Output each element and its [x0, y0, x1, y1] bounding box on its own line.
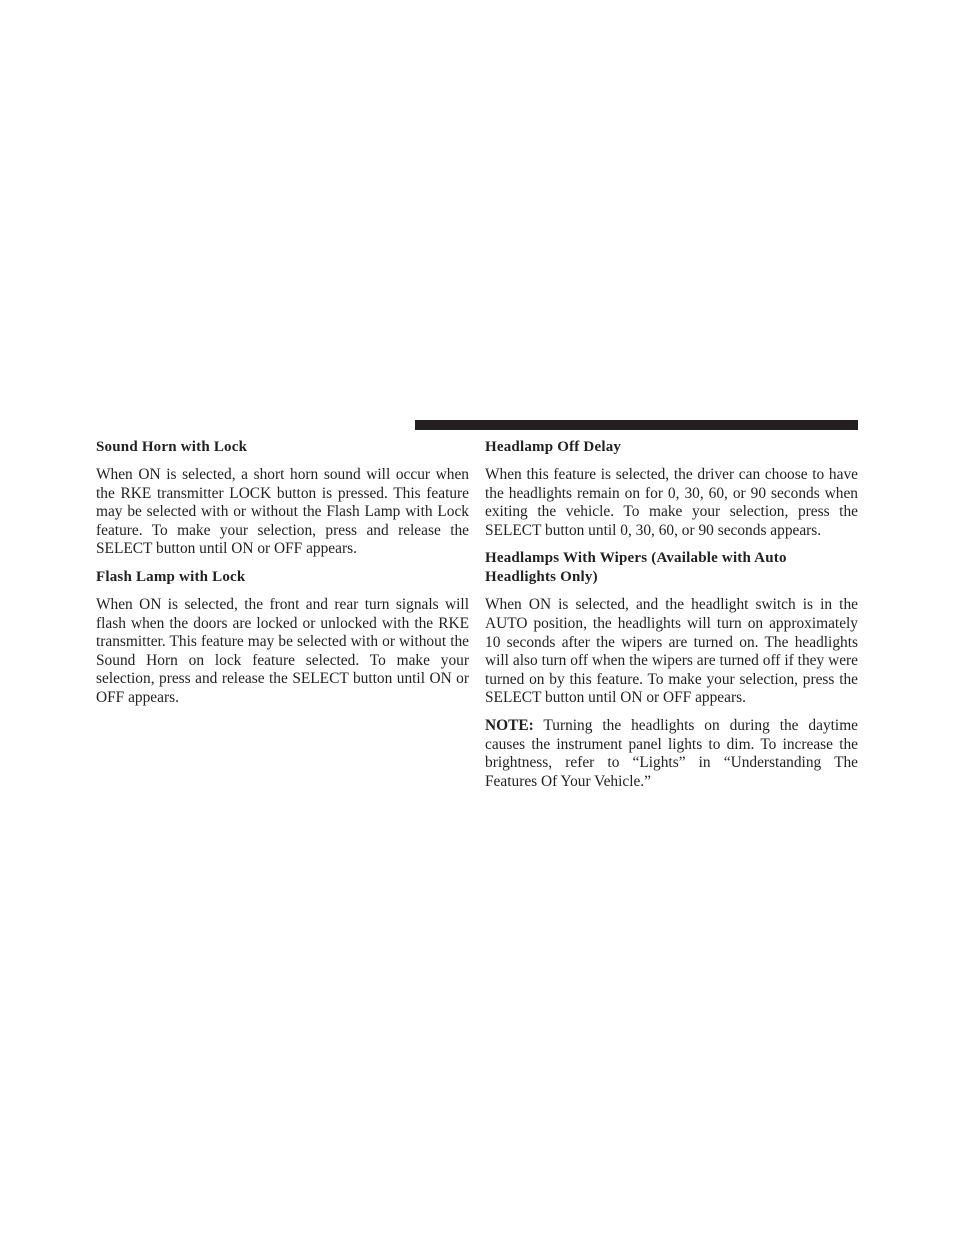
section-heading-headlamps-wipers: Headlamps With Wipers (Available with Auto Headlights Only) — [485, 550, 787, 586]
section-body-headlamps-wipers: When ON is selected, and the headlight switch is in the AUTO position, the headlights will turn on approximately 10 seconds after the wipers are turned on. The headlights will also turn off when the wipers are turned off if they were turned on by this feature. To make your selection, press the SELECT button until ON or OFF appears. — [485, 596, 858, 707]
section-body-flash-lamp: When ON is selected, the front and rear turn signals will flash when the doors are locked or unlocked with the RKE transmitter. This feature may be selected with or without the Sound Horn on lock feature selected. To make your selection, press and release the SELECT button until ON or OFF appears. — [96, 595, 469, 706]
section-body-sound-horn: When ON is selected, a short horn sound will occur when the RKE transmitter LOCK button is pressed. This feature may be selected with or without the Flash Lamp with Lock feature. To make your selection, press and release the SELECT button until ON or OFF appears. — [96, 466, 469, 558]
section-heading-flash-lamp: Flash Lamp with Lock — [96, 568, 246, 585]
note-text: Turning the headlights on during the daytime causes the instrument panel lights to dim. To increase the brightness, refer to “Lights” in “Understanding The Features Of Your Vehicle.” — [485, 716, 858, 790]
section-body-headlamp-off-delay: When this feature is selected, the driver can choose to have the headlights remain on for 0, 30, 60, or 90 seconds when exiting the vehicle. To make your selection, press the SELECT button until 0, 30, 60, or 90 seconds appears. — [485, 466, 858, 539]
header-rule — [415, 420, 858, 430]
section-heading-headlamp-off-delay: Headlamp Off Delay — [485, 439, 622, 455]
section-heading-sound-horn: Sound Horn with Lock — [96, 439, 248, 455]
left-column — [96, 438, 469, 717]
right-column — [485, 438, 858, 800]
note-paragraph — [485, 717, 858, 791]
note-label: NOTE: — [485, 716, 534, 734]
